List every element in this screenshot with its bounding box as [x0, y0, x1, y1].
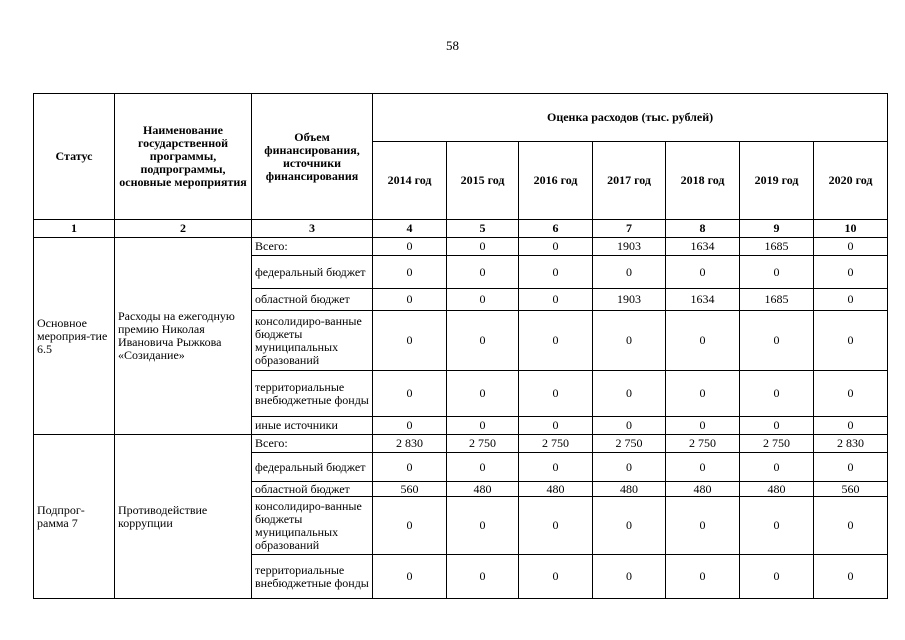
value-cell: 0: [814, 555, 888, 599]
value-cell: 0: [447, 497, 519, 555]
value-cell: 0: [740, 311, 814, 371]
value-cell: 0: [666, 555, 740, 599]
value-cell: 0: [447, 371, 519, 417]
value-cell: 1634: [666, 238, 740, 256]
header-year: 2014 год: [373, 142, 447, 220]
value-cell: 0: [373, 417, 447, 435]
funding-source-cell: федеральный бюджет: [252, 453, 373, 482]
value-cell: 1903: [593, 289, 666, 311]
value-cell: 0: [373, 238, 447, 256]
funding-source-cell: территориальные внебюджетные фонды: [252, 371, 373, 417]
value-cell: 0: [373, 371, 447, 417]
status-cell: Основное мероприя-тие 6.5: [34, 238, 115, 435]
value-cell: 0: [593, 417, 666, 435]
program-name-cell: Расходы на ежегодную премию Николая Ивановича Рыжкова «Созидание»: [115, 238, 252, 435]
value-cell: 0: [447, 289, 519, 311]
value-cell: 0: [373, 311, 447, 371]
value-cell: 480: [666, 482, 740, 497]
value-cell: 0: [447, 311, 519, 371]
value-cell: 0: [519, 453, 593, 482]
funding-source-cell: областной бюджет: [252, 289, 373, 311]
value-cell: 0: [593, 453, 666, 482]
value-cell: 560: [373, 482, 447, 497]
value-cell: 0: [447, 453, 519, 482]
value-cell: 0: [814, 311, 888, 371]
value-cell: 0: [519, 311, 593, 371]
value-cell: 0: [519, 555, 593, 599]
page-number: 58: [446, 38, 459, 53]
budget-table: [33, 93, 888, 599]
header-year: 2017 год: [593, 142, 666, 220]
value-cell: 480: [740, 482, 814, 497]
value-cell: 0: [373, 453, 447, 482]
value-cell: 480: [593, 482, 666, 497]
header-year: 2020 год: [814, 142, 888, 220]
value-cell: 0: [814, 453, 888, 482]
value-cell: 560: [814, 482, 888, 497]
value-cell: 0: [593, 497, 666, 555]
funding-source-cell: Всего:: [252, 435, 373, 453]
header-year: 2018 год: [666, 142, 740, 220]
value-cell: 2 750: [593, 435, 666, 453]
value-cell: 480: [447, 482, 519, 497]
column-index: 8: [666, 220, 740, 238]
funding-source-cell: консолидиро-ванные бюджеты муниципальных образований: [252, 311, 373, 371]
value-cell: 0: [814, 371, 888, 417]
header-year: 2015 год: [447, 142, 519, 220]
value-cell: 1903: [593, 238, 666, 256]
value-cell: 2 750: [666, 435, 740, 453]
value-cell: 0: [666, 311, 740, 371]
value-cell: 0: [666, 453, 740, 482]
funding-source-cell: федеральный бюджет: [252, 256, 373, 289]
value-cell: 2 830: [373, 435, 447, 453]
value-cell: 2 750: [740, 435, 814, 453]
header-estimate: Оценка расходов (тыс. рублей): [373, 94, 888, 142]
value-cell: 0: [740, 497, 814, 555]
header-name: Наименование государственной программы, подпрограммы, основные мероприятия: [115, 94, 252, 220]
column-index: 6: [519, 220, 593, 238]
value-cell: 0: [814, 289, 888, 311]
header-year: 2016 год: [519, 142, 593, 220]
table-row: [34, 435, 888, 453]
funding-source-cell: иные источники: [252, 417, 373, 435]
value-cell: 0: [593, 311, 666, 371]
column-index: 10: [814, 220, 888, 238]
value-cell: 480: [519, 482, 593, 497]
column-index: 4: [373, 220, 447, 238]
program-name-cell: Противодействие коррупции: [115, 435, 252, 599]
header-year: 2019 год: [740, 142, 814, 220]
column-index: 7: [593, 220, 666, 238]
value-cell: 0: [814, 238, 888, 256]
funding-source-cell: Всего:: [252, 238, 373, 256]
column-index: 1: [34, 220, 115, 238]
funding-source-cell: областной бюджет: [252, 482, 373, 497]
value-cell: 0: [447, 555, 519, 599]
value-cell: 0: [814, 417, 888, 435]
value-cell: 0: [666, 371, 740, 417]
value-cell: 0: [447, 238, 519, 256]
table-row: [34, 238, 888, 256]
value-cell: 0: [740, 453, 814, 482]
value-cell: 0: [519, 256, 593, 289]
header-volume: Объем финансирования, источники финансирования: [252, 94, 373, 220]
value-cell: 0: [666, 256, 740, 289]
column-index: 5: [447, 220, 519, 238]
value-cell: 0: [373, 497, 447, 555]
value-cell: 0: [519, 497, 593, 555]
value-cell: 1685: [740, 238, 814, 256]
value-cell: 0: [740, 371, 814, 417]
value-cell: 0: [666, 497, 740, 555]
column-index: 2: [115, 220, 252, 238]
value-cell: 0: [519, 417, 593, 435]
value-cell: 0: [814, 497, 888, 555]
value-cell: 0: [593, 371, 666, 417]
value-cell: 0: [519, 371, 593, 417]
value-cell: 0: [814, 256, 888, 289]
value-cell: 1634: [666, 289, 740, 311]
value-cell: 0: [373, 555, 447, 599]
value-cell: 0: [666, 417, 740, 435]
value-cell: 2 750: [447, 435, 519, 453]
value-cell: 2 750: [519, 435, 593, 453]
funding-source-cell: территориальные внебюджетные фонды: [252, 555, 373, 599]
value-cell: 0: [593, 555, 666, 599]
value-cell: 0: [593, 256, 666, 289]
value-cell: 0: [740, 256, 814, 289]
value-cell: 0: [373, 289, 447, 311]
value-cell: 0: [373, 256, 447, 289]
value-cell: 1685: [740, 289, 814, 311]
column-index: 3: [252, 220, 373, 238]
column-index: 9: [740, 220, 814, 238]
value-cell: 0: [447, 417, 519, 435]
status-cell: Подпрог-рамма 7: [34, 435, 115, 599]
value-cell: 0: [740, 417, 814, 435]
value-cell: 0: [740, 555, 814, 599]
funding-source-cell: консолидиро-ванные бюджеты муниципальных образований: [252, 497, 373, 555]
value-cell: 2 830: [814, 435, 888, 453]
value-cell: 0: [519, 289, 593, 311]
value-cell: 0: [519, 238, 593, 256]
value-cell: 0: [447, 256, 519, 289]
header-status: Статус: [34, 94, 115, 220]
